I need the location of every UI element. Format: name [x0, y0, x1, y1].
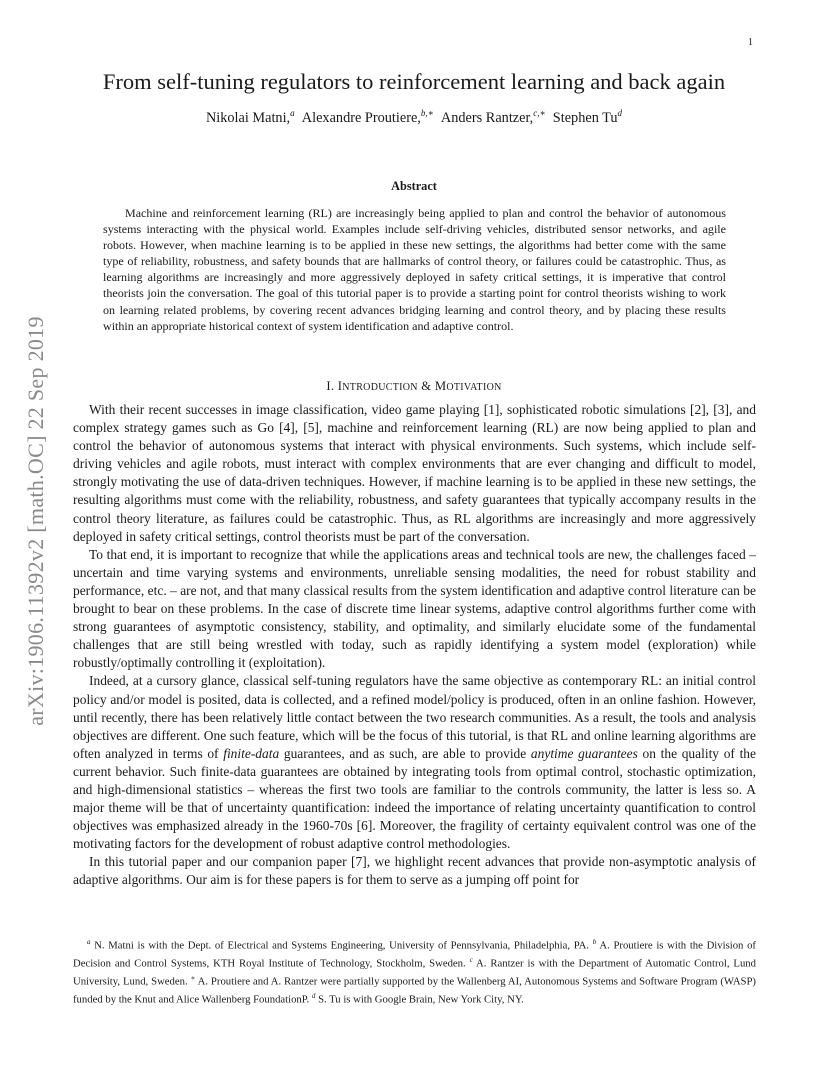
paragraph: In this tutorial paper and our companion paper [7], we highlight recent advances that provide non-asymptotic analysis of adaptive algorithms. Our aim is for these papers is for them to serve as a jumping off point for [73, 854, 756, 888]
author-name: Stephen Tu [552, 109, 618, 126]
paragraph-text: on the quality of the current behavior. Such finite-data guarantees are obtained by integrating tools from optimal control, stochastic optimization, and high-dimensional statistics – whereas the first two tools are familiar to the controls community, the latter is less so. A major theme will be that of uncertainty quantification: indeed the importance of relating uncertainty quantification to control objectives was emphasized already in the 1960-70s [6]. Moreover, the fragility of certainty equivalent control was one of the motivating factors for the development of robust adaptive control methodologies. [73, 745, 756, 852]
author-name: Nikolai Matni, [205, 109, 291, 126]
emphasis-text: finite-data [223, 745, 280, 761]
author-affiliation-mark: b,∗ [420, 108, 434, 118]
paper-title: From self-tuning regulators to reinforcement learning and back again [102, 69, 726, 94]
paragraph: To that end, it is important to recognize that while the applications areas and technical tools are new, the challenges faced – uncertain and time varying systems and environments, unreliable sensing modalities, the need for robust stability and performance, etc. – are not, and that many classical results from the system identification and adaptive control literature can be brought to bear on these problems. In the case of discrete time linear systems, adaptive control algorithms further come with strong guarantees of asymptotic consistency, stability, and optimality, and similarly elucidate some of the fundamental challenges that are still being wrestled with today, such as rapidly identifying a system model (exploration) while robustly/optimally controlling it (exploitation). [73, 546, 756, 671]
section-title-ampersand: & [421, 379, 432, 393]
footnote-text: A. Proutiere is with the Division of Decision and Control Systems, KTH Royal Institute of Technology, Stockholm, Sweden. [73, 939, 756, 970]
author-affiliation-mark: a [290, 108, 295, 118]
author-affiliation-mark: d [617, 108, 623, 118]
footnote-mark: d [311, 991, 316, 1000]
footnote-mark: a [87, 938, 91, 946]
section-numeral: I. [326, 379, 335, 393]
section-title-initial: M [434, 379, 447, 393]
author-affiliation-mark: c,∗ [533, 108, 546, 118]
footnote [73, 935, 756, 1007]
abstract-text: Machine and reinforcement learning (RL) are increasingly being applied to plan and control the behavior of autonomous systems interacting with the physical world. Examples include self-driving vehicles, distributed sensor networks, and agile robots. However, when machine learning is to be applied in these new settings, the algorithms had better come with the same type of reliability, robustness, and safety bounds that are hallmarks of control theory, or failures could be catastrophic. Thus, as learning algorithms are increasingly and more aggressively deployed in safety critical settings, it is imperative that control theorists join the conversation. The goal of this tutorial paper is to provide a starting point for control theorists wishing to work on learning related problems, by covering recent advances bridging learning and control theory, and by placing these results within an appropriate historical context of system identification and adaptive control. [103, 206, 726, 333]
author-name: Anders Rantzer, [440, 109, 534, 126]
footnote-text: A. Proutiere and A. Rantzer were partially supported by the Wallenberg AI, Autonomous Systems and Software Program (WASP) funded by the Knut and Alice Wallenberg FoundationP. [73, 975, 756, 1006]
body-text [73, 401, 756, 890]
footnote-text: S. Tu is with Google Brain, New York City, NY. [315, 993, 524, 1006]
section-title-smallcaps: NTRODUCTION [342, 382, 418, 393]
section-heading [70, 379, 758, 394]
footnote-mark: c [469, 955, 473, 964]
paragraph-text: guarantees, and as such, are able to provide [279, 745, 531, 761]
author-name: Alexandre Proutiere, [301, 109, 421, 126]
section-title-smallcaps: OTIVATION [446, 382, 502, 393]
footnote-mark: ∗ [190, 973, 196, 982]
paragraph [73, 672, 756, 853]
author-list [70, 108, 758, 127]
footnote-text: N. Matni is with the Dept. of Electrical and Systems Engineering, University of Pennsylvania, Philadelphia, PA. [90, 939, 593, 952]
emphasis-text: anytime guarantees [530, 745, 638, 761]
arxiv-identifier-stamp [20, 268, 52, 773]
footnote-mark: b [592, 938, 597, 946]
paragraph-text: Indeed, at a cursory glance, classical self-tuning regulators have the same objective as contemporary RL: an initial control policy and/or model is posited, data is collected, and a refined model/policy is produced, often in an online fashion. However, until recently, there has been relatively little contact between the two research communities. As a result, the tools and analysis objectives are different. One such feature, which will be the focus of this tutorial, is that RL and online learning algorithms are often analyzed in terms of [73, 673, 756, 761]
section-title-initial: I [337, 379, 343, 393]
arxiv-identifier-text: arXiv:1906.11392v2 [math.OC] 22 Sep 2019 [23, 315, 48, 726]
page-number: 1 [748, 37, 753, 48]
footnote-text: A. Rantzer is with the Department of Automatic Control, Lund University, Lund, Sweden. [73, 957, 756, 988]
paragraph: With their recent successes in image classification, video game playing [1], sophisticated robotic simulations [2], [3], and complex strategy games such as Go [4], [5], machine and reinforcement learning (RL) are now being applied to plan and control the behavior of autonomous systems that interact with physical environments. Such systems, which include self-driving vehicles and agile robots, must interact with complex environments that are ever changing and difficult to model, strongly motivating the use of data-driven techniques. However, if machine learning is to be applied in these new settings, the resulting algorithms must come with the reliability, robustness, and safety guarantees that typically accompany results in the control theory literature, as failures could be catastrophic. Thus, as RL algorithms are increasingly and more aggressively deployed in safety critical settings, control theorists must be part of the conversation. [73, 402, 756, 544]
abstract-heading: Abstract [391, 179, 437, 193]
